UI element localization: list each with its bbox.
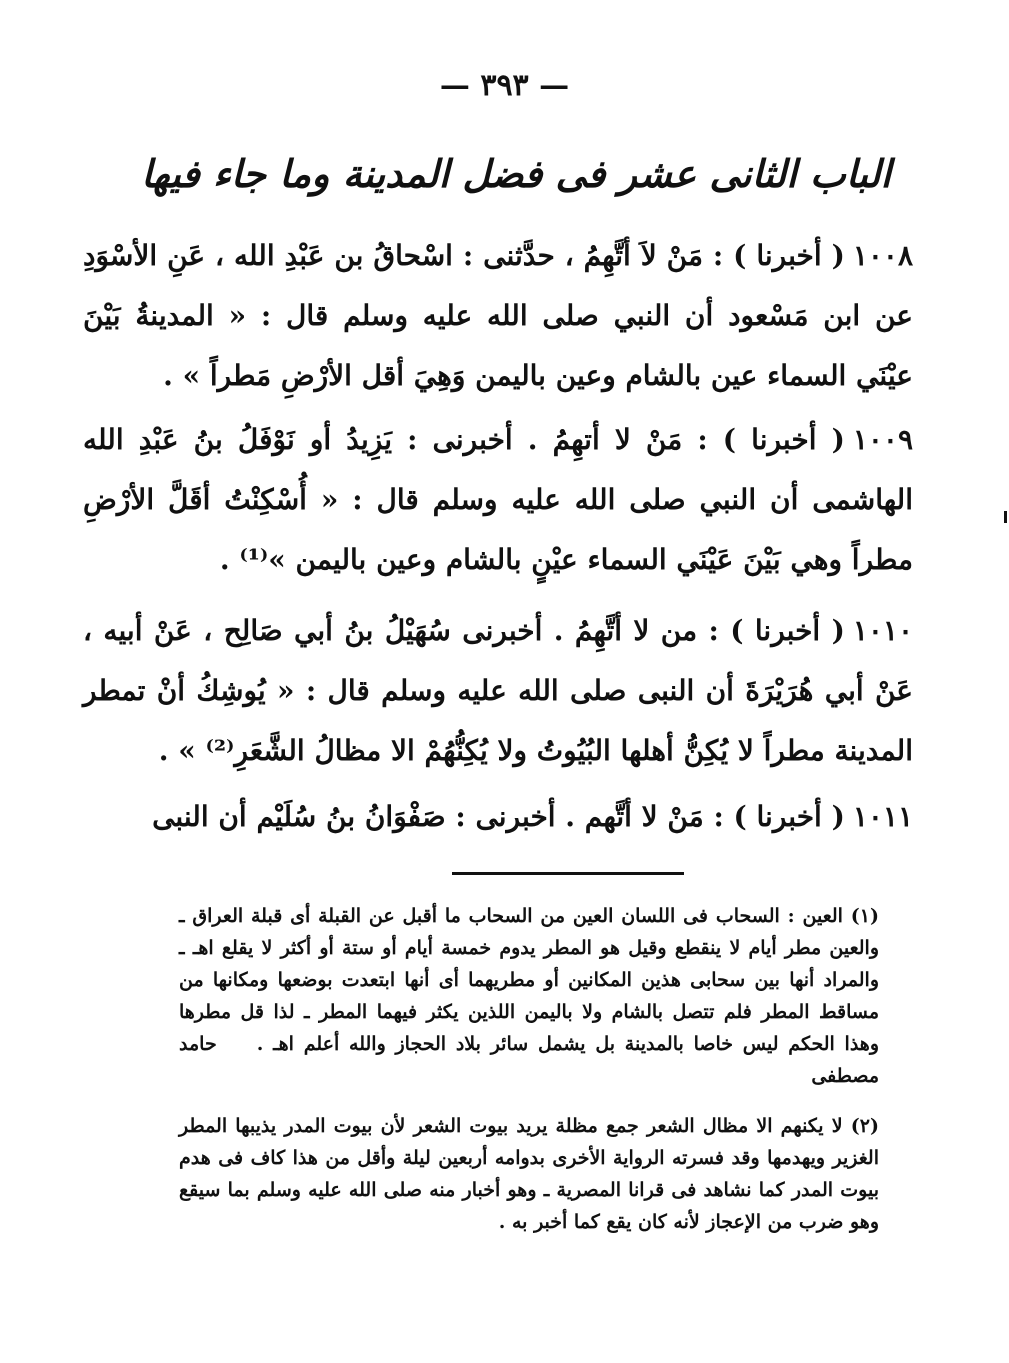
hadith-text: ( أخبرنا ) : مَنْ لا أتهِمُ . أخبرنى : يَزِيدُ أو نَوْفَلُ بنُ عَبْدِ الله الهاشمى أن النبي صلى الله عليه وسلم قال : « أُسْكِنْتُ أقَلَّ الأرْضِ مطراً وهي بَيْنَ عَيْنَي السماء عيْنٍ بالشام وعين باليمن »⁽¹⁾ . xyxy=(83,423,913,576)
hadith-1008 xyxy=(83,226,913,406)
footnote-separator xyxy=(452,872,684,875)
hadith-text: ( أخبرنا ) : مَنْ لاَ أتَّهِمُ ، حدَّثنى : اسْحاقُ بن عَبْدِ الله ، عَنِ الأسْوَدِ عن ابن مَسْعود أن النبي صلى الله عليه وسلم قال : « المدينةُ بَيْنَ عيْنَي السماء عين بالشام وعين باليمن وَهِيَ أقل الأرْضِ مَطراً » . xyxy=(83,239,913,392)
footnote-text: (١) العين : السحاب فى اللسان العين من السحاب ما أقبل عن القبلة أى قبلة العراق ـ والعين مطر أيام لا ينقطع وقيل هو المطر يدوم خمسة أيام أو ستة أو أكثر لا يقلع اهـ ـ والمراد أنها بين سحابى هذين المكانين أو مطريهما أى أنها ابتعدت بوضعها ومكانها من مساقط المطر فلم تتصل بالشام ولا باليمن اللذين يكثر فيهما المطر ـ لذا قل مطرها وهذا الحكم ليس خاصا بالمدينة بل يشمل سائر بلاد الحجاز والله أعلم اهـ . xyxy=(179,905,879,1055)
page-number: — ٣٩٣ — xyxy=(439,68,570,103)
scan-edge-mark xyxy=(1004,511,1007,523)
hadith-number: ١٠١٠ xyxy=(852,614,913,647)
hadith-1009 xyxy=(83,410,913,590)
hadith-text: ( أخبرنا ) : من لا أتَّهِمُ . أخبرنى سُهَيْلُ بنُ أبي صَالِح ، عَنْ أبيه ، عَنْ أبي هُرَيْرَةَ أن النبى صلى الله عليه وسلم قال : « يُوشِكُ أنْ تمطر المدينة مطراً لا يُكِنُّ أهلها البُيُوتُ ولا يُكِنُّهُمْ الا مظالُ الشَّعَرِ⁽²⁾ » . xyxy=(83,614,913,767)
footnote-text: (٢) لا يكنهم الا مظال الشعر جمع مظلة يريد بيوت الشعر لأن بيوت المدر يذيبها المطر الغزير ويهدمها وقد فسرته الرواية الأخرى بدوامه أربعين ليلة وأقل من هذا كاف فى هدم بيوت المدر كما نشاهد فى قرانا المصرية ـ وهو أخبار منه صلى الله عليه وسلم بما سيقع وهو ضرب من الإعجاز لأنه كان يقع كما أخبر به . xyxy=(179,1115,879,1233)
footnote-signature: حامد مصطفى xyxy=(179,1033,879,1087)
hadith-number: ١٠٠٨ xyxy=(852,239,913,272)
hadith-1011 xyxy=(83,787,913,847)
hadith-number: ١٠١١ xyxy=(852,800,913,833)
footnote-2 xyxy=(179,1110,879,1238)
hadith-text: ( أخبرنا ) : مَنْ لا أتَّهم . أخبرنى : صَفْوَانُ بنُ سُلَيْم أن النبى xyxy=(152,800,845,833)
hadith-number: ١٠٠٩ xyxy=(852,423,913,456)
chapter-title: الباب الثانى عشر فى فضل المدينة وما جاء فيها xyxy=(141,151,891,196)
hadith-1010 xyxy=(83,601,913,781)
footnote-1 xyxy=(179,900,879,1092)
